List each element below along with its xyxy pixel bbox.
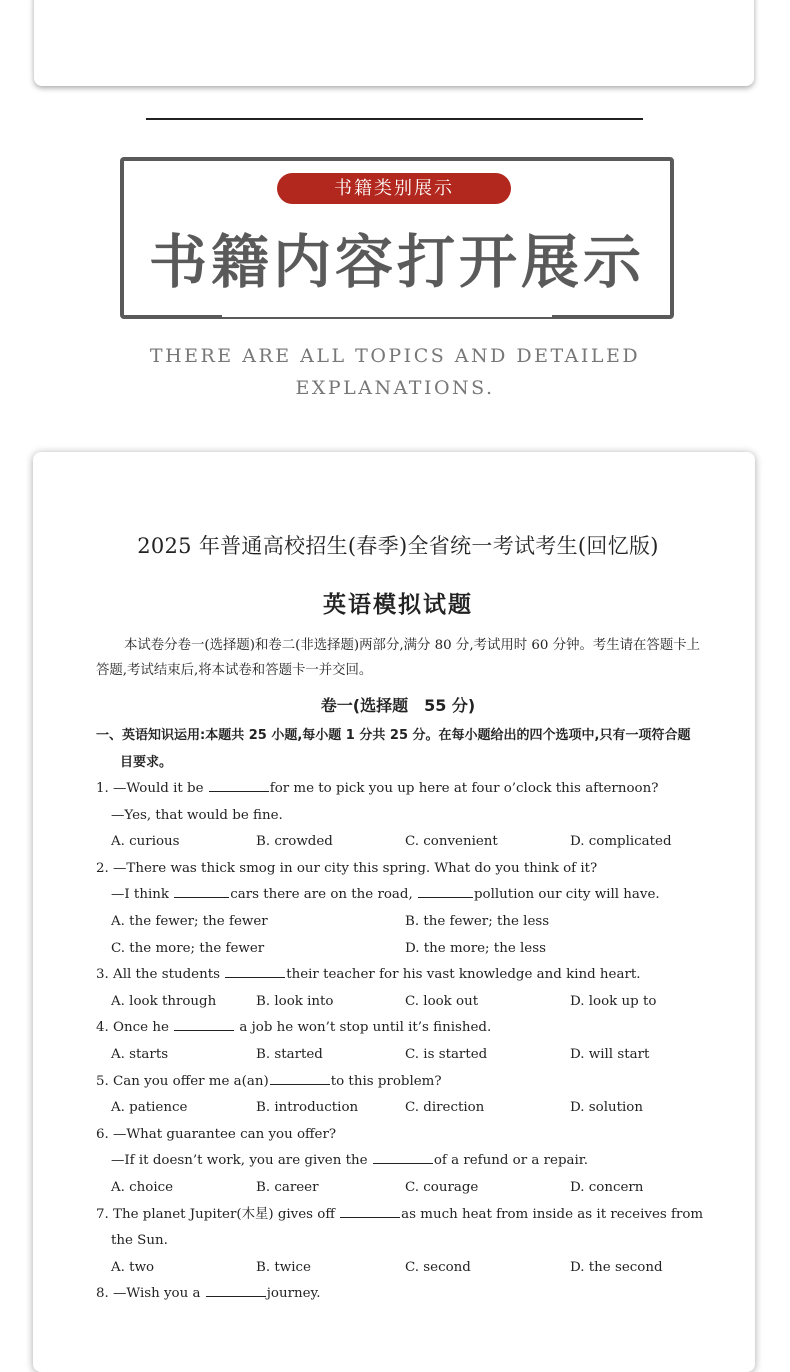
question-5-options: A. patience B. introduction C. direction D. solution xyxy=(111,1100,643,1116)
question-4-options: A. starts B. started C. is started D. will start xyxy=(111,1046,650,1062)
exam-header: 2025 年普通高校招生(春季)全省统一考试考生(回忆版) xyxy=(137,534,659,558)
section-heading: 一、英语知识运用:本题共 25 小题,每小题 1 分共 25 分。在每小题给出的四个选项中,只有一项符合题目要求。 xyxy=(96,728,691,770)
question-6-reply: —If it doesn’t work, you are given the of a refund or a repair. xyxy=(96,1148,700,1175)
exam-instructions: 本试卷分卷一(选择题)和卷二(非选择题)两部分,满分 80 分,考试用时 60 分钟。考生请在答题卡上答题,考试结束后,将本试卷和答题卡一并交回。 xyxy=(96,638,700,678)
question-1-options: A. curious B. crowded C. convenient D. complicated xyxy=(111,834,672,850)
question-5: 5. Can you offer me a(an) to this problem? xyxy=(96,1069,700,1096)
question-2-reply: —I think cars there are on the road, pollution our city will have. xyxy=(96,882,700,909)
question-3-options: A. look through B. look into C. look out D. look up to xyxy=(111,993,657,1009)
question-2-options-row2: C. the more; the fewer D. the more; the less xyxy=(111,940,546,956)
question-7-continued: the Sun. xyxy=(111,1233,168,1249)
divider-line xyxy=(146,118,643,120)
question-6: 6. —What guarantee can you offer? xyxy=(96,1126,337,1142)
question-6-options: A. choice B. career C. courage D. concern xyxy=(111,1179,644,1195)
category-pill: 书籍类别展示 xyxy=(277,173,511,204)
question-7-options: A. two B. twice C. second D. the second xyxy=(111,1259,663,1275)
previous-card xyxy=(34,0,754,86)
question-3: 3. All the students their teacher for his vast knowledge and kind heart. xyxy=(96,962,700,989)
question-1: 1. —Would it be for me to pick you up here at four o’clock this afternoon? xyxy=(96,776,700,803)
exam-title: 英语模拟试题 xyxy=(323,592,473,618)
part-heading: 卷一(选择题 55 分) xyxy=(320,696,476,715)
question-2-options: A. the fewer; the fewer B. the fewer; the less xyxy=(111,913,550,929)
question-4: 4. Once he a job he won’t stop until it’s finished. xyxy=(96,1015,700,1042)
question-1-reply: —Yes, that would be fine. xyxy=(111,807,283,823)
question-8: 8. —Wish you a journey. xyxy=(96,1281,700,1308)
question-7: 7. The planet Jupiter(木星) gives off as much heat from inside as it receives from xyxy=(96,1202,700,1229)
banner-title: 书籍内容打开展示 xyxy=(148,228,645,296)
question-2: 2. —There was thick smog in our city this spring. What do you think of it? xyxy=(96,860,598,876)
exam-document xyxy=(96,530,704,1308)
banner-subtitle: THERE ARE ALL TOPICS AND DETAILED EXPLANATIONS. xyxy=(149,345,641,399)
